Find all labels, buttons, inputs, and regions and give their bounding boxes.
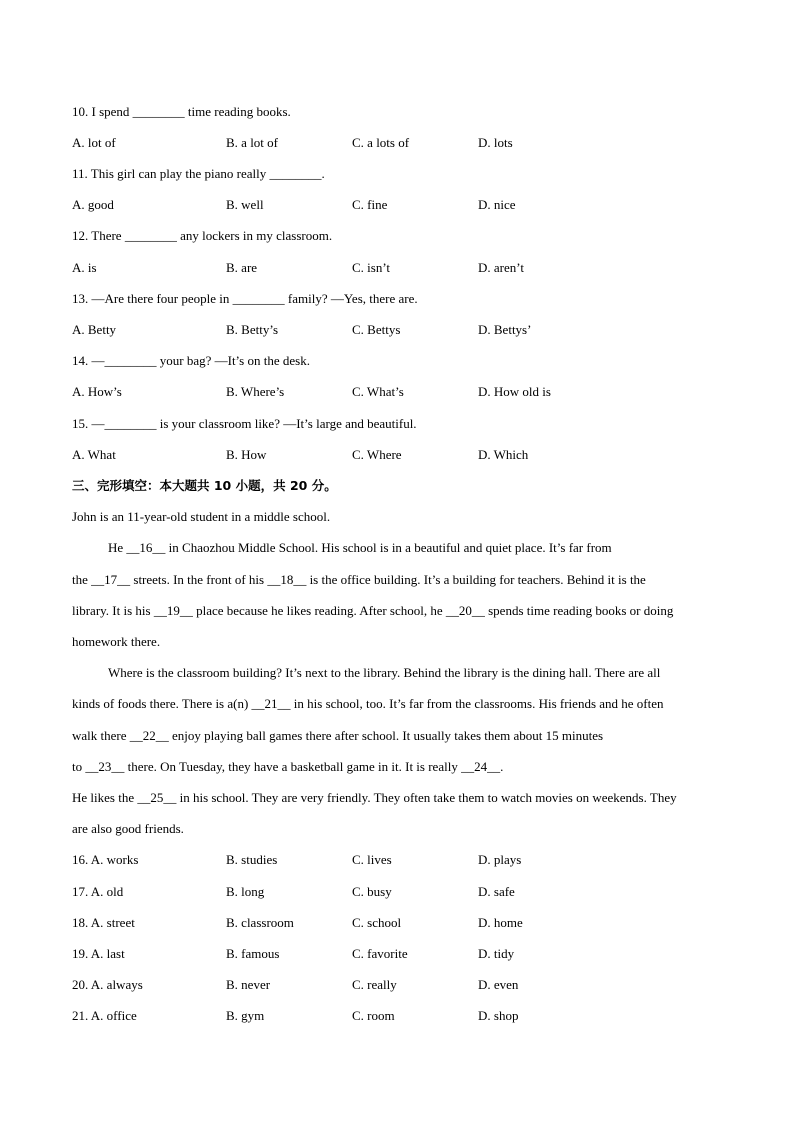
option: C. school xyxy=(352,915,402,930)
option: B. famous xyxy=(226,946,280,961)
option-row xyxy=(72,913,732,933)
option: 16. A. works xyxy=(72,852,139,867)
option: D. plays xyxy=(478,852,522,867)
option: 17. A. old xyxy=(72,884,124,899)
option: D. aren’t xyxy=(478,260,524,275)
passage-line: He likes the __25__ in his school. They are very friendly. They often take them to watch movies on weekends. They xyxy=(72,790,677,805)
option: B. well xyxy=(226,197,264,212)
option-row xyxy=(72,445,732,465)
section-title: 三、完形填空：本大题共 10 小题，共 20 分。 xyxy=(72,478,337,493)
option: 18. A. street xyxy=(72,915,135,930)
option: B. never xyxy=(226,977,271,992)
option-row xyxy=(72,258,732,278)
passage-line: kinds of foods there. There is a(n) __21__ in his school, too. It’s far from the classrooms. His friends and he often xyxy=(72,696,664,711)
option: D. safe xyxy=(478,884,515,899)
option-row xyxy=(72,1006,732,1026)
option-row xyxy=(72,850,732,870)
passage-intro: John is an 11-year-old student in a middle school. xyxy=(72,509,331,524)
option-row xyxy=(72,975,732,995)
option: D. tidy xyxy=(478,946,515,961)
option: C. busy xyxy=(352,884,392,899)
option: B. Where’s xyxy=(226,384,285,399)
option: C. favorite xyxy=(352,946,408,961)
option: D. How old is xyxy=(478,384,551,399)
option-row xyxy=(72,944,732,964)
passage-line: homework there. xyxy=(72,634,161,649)
passage-line: the __17__ streets. In the front of his __18__ is the office building. It’s a building for teachers. Behind it is the xyxy=(72,572,646,587)
option: B. studies xyxy=(226,852,278,867)
option: 21. A. office xyxy=(72,1008,137,1023)
option: C. fine xyxy=(352,197,388,212)
option: 19. A. last xyxy=(72,946,125,961)
question-stem: 13. —Are there four people in ________ family? —Yes, there are. xyxy=(72,291,418,306)
option: D. even xyxy=(478,977,519,992)
option: B. long xyxy=(226,884,265,899)
option: C. a lots of xyxy=(352,135,410,150)
passage-line: library. It is his __19__ place because he likes reading. After school, he __20__ spends time reading books or doing xyxy=(72,603,674,618)
option: D. shop xyxy=(478,1008,519,1023)
option: A. good xyxy=(72,197,114,212)
option: D. nice xyxy=(478,197,516,212)
option: C. Bettys xyxy=(352,322,401,337)
option-row xyxy=(72,133,732,153)
option: D. lots xyxy=(478,135,513,150)
passage-line: to __23__ there. On Tuesday, they have a basketball game in it. It is really __24__. xyxy=(72,759,504,774)
option: D. home xyxy=(478,915,523,930)
option: D. Bettys’ xyxy=(478,322,532,337)
option: A. What xyxy=(72,447,116,462)
option: A. Betty xyxy=(72,322,117,337)
passage-line: are also good friends. xyxy=(72,821,184,836)
option-row xyxy=(72,382,732,402)
option: B. are xyxy=(226,260,258,275)
option: C. lives xyxy=(352,852,392,867)
option-row xyxy=(72,882,732,902)
option: A. is xyxy=(72,260,97,275)
question-stem: 15. —________ is your classroom like? —It’s large and beautiful. xyxy=(72,416,417,431)
passage-line: walk there __22__ enjoy playing ball games there after school. It usually takes them about 15 minutes xyxy=(72,728,604,743)
option: B. a lot of xyxy=(226,135,278,150)
passage-line: He __16__ in Chaozhou Middle School. His school is in a beautiful and quiet place. It’s far from xyxy=(108,540,612,555)
question-stem: 10. I spend ________ time reading books. xyxy=(72,104,291,119)
question-stem: 12. There ________ any lockers in my classroom. xyxy=(72,228,333,243)
option: B. gym xyxy=(226,1008,265,1023)
option-row xyxy=(72,195,732,215)
option: B. Betty’s xyxy=(226,322,279,337)
option: B. classroom xyxy=(226,915,294,930)
option: A. lot of xyxy=(72,135,116,150)
question-stem: 11. This girl can play the piano really ________. xyxy=(72,166,325,181)
option-row xyxy=(72,320,732,340)
option: C. What’s xyxy=(352,384,404,399)
option: D. Which xyxy=(478,447,529,462)
passage-line: Where is the classroom building? It’s next to the library. Behind the library is the dining hall. There are all xyxy=(108,665,661,680)
option: C. Where xyxy=(352,447,402,462)
question-stem: 14. —________ your bag? —It’s on the desk. xyxy=(72,353,310,368)
option: C. isn’t xyxy=(352,260,391,275)
option: A. How’s xyxy=(72,384,122,399)
option: C. really xyxy=(352,977,397,992)
option: 20. A. always xyxy=(72,977,143,992)
option: C. room xyxy=(352,1008,395,1023)
option: B. How xyxy=(226,447,267,462)
